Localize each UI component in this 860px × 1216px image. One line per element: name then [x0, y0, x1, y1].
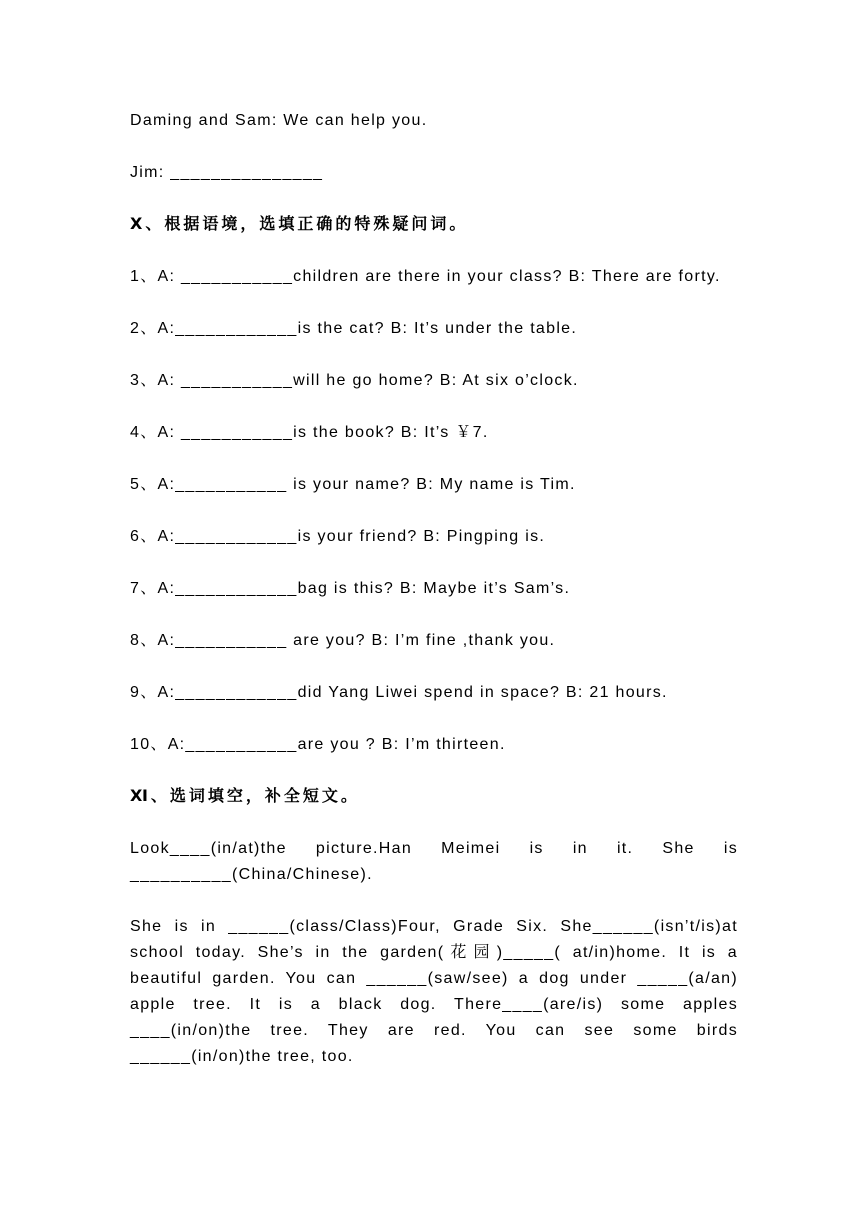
cloze-paragraph-1: Look____(in/at)the picture.Han Meimei is in it. She is __________(China/Chinese). — [130, 840, 744, 883]
dialogue-line-jim: Jim: _______________ — [130, 164, 324, 181]
question-3: 3、A: ___________will he go home? B: At six o’clock. — [130, 372, 579, 389]
question-8: 8、A:___________ are you? B: I’m fine ,thank you. — [130, 632, 556, 649]
question-7: 7、A:____________bag is this? B: Maybe it’s Sam’s. — [130, 580, 571, 597]
question-5: 5、A:___________ is your name? B: My name is Tim. — [130, 476, 576, 493]
section-10-heading: Ⅹ、根据语境，选填正确的特殊疑问词。 — [130, 216, 469, 233]
question-10: 10、A:___________are you ? B: I’m thirteen. — [130, 736, 506, 753]
question-6: 6、A:____________is your friend? B: Pingping is. — [130, 528, 546, 545]
cloze-paragraph-2: She is in ______(class/Class)Four, Grade Six. She______(isn’t/is)at school today. She’s in the garden(花园)_____( at/in)home. It is a beautiful garden. You can ______(saw/see) a dog under _____(a/an) apple tree. It is a black dog. There____(are/is) some apples ____(in/on)the tree. They are red. You can see some birds ______(in/on)the tree, too. — [130, 918, 744, 1065]
question-2: 2、A:____________is the cat? B: It’s under the table. — [130, 320, 578, 337]
question-1: 1、A: ___________children are there in your class? B: There are forty. — [130, 268, 721, 285]
section-11-heading: Ⅺ、选词填空，补全短文。 — [130, 788, 360, 805]
question-4: 4、A: ___________is the book? B: It’s ￥7. — [130, 424, 489, 441]
dialogue-line-daming-sam: Daming and Sam: We can help you. — [130, 112, 428, 129]
question-9: 9、A:____________did Yang Liwei spend in space? B: 21 hours. — [130, 684, 668, 701]
document-page — [130, 108, 744, 1070]
